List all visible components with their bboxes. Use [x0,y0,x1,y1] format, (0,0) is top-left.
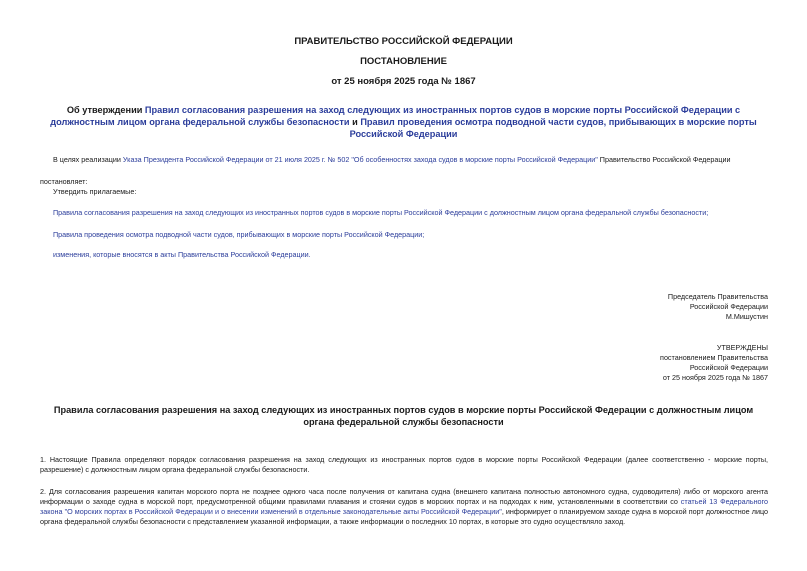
approved-item-rules-inspection[interactable]: Правила проведения осмотра подводной части судов, прибывающих в морские порты Российской Федерации; [53,230,425,239]
document-type: ПОСТАНОВЛЕНИЕ [360,56,447,67]
paragraph-2 [40,487,768,527]
preamble-prefix: В целях реализации [53,155,123,164]
issuing-authority: ПРАВИТЕЛЬСТВО РОССИЙСКОЙ ФЕДЕРАЦИИ [294,36,513,47]
preamble [53,155,773,165]
approval-stamp [660,343,768,383]
signature-country: Российской Федерации [689,302,768,311]
signature-name: М.Мишустин [725,312,768,321]
preamble-suffix: Правительство Российской Федерации [597,155,731,164]
document-date-number: от 25 ноября 2025 года № 1867 [331,76,476,87]
paragraph-1: 1. Настоящие Правила определяют порядок согласования разрешения на заход следующих из иностранных портов судов в морские порты Российской Федерации (далее соответственно - морские порты, разрешение) с должностным лицом органа федеральной службы безопасности. [40,455,768,474]
approved-item-amendments[interactable]: изменения, которые вносятся в акты Правительства Российской Федерации. [53,250,311,259]
paragraph-2-part1: 2. Для согласования разрешения капитан морского порта не позднее одного часа после получения от капитана судна (внешнего капитана полностью автономного судна, судоводителя) либо от морского агента информации о заходе судна в морской порт, предусмотренной общими правилами плавания и стоянки судов в морских портах и на подходах к ним, установленными в соответствии со [40,487,768,506]
approval-stamp-heading: УТВЕРЖДЕНЫ [716,343,768,352]
signature-block [668,292,768,322]
approve-statement: Утвердить прилагаемые: [53,187,137,196]
approved-item-rules-approval[interactable]: Правила согласования разрешения на заход следующих из иностранных портов судов в морские порты Российской Федерации с должностным лицом органа федеральной службы безопасности; [53,208,709,217]
preamble-continuation: постановляет: [40,177,88,186]
preamble-decree-link[interactable]: Указа Президента Российской Федерации от 21 июля 2025 г. № 502 "Об особенностях захода судов в морские порты Российской Федерации" [122,155,598,164]
approval-stamp-line2: постановлением Правительства [660,353,768,362]
title-prefix: Об утверждении [66,105,145,115]
paragraph-2-law-link[interactable]: статьей 13 Федерального закона "О морских портах в Российской Федерации и о внесении изменений в отдельные законодательные акты Российской Федерации" [40,497,768,516]
title-link-rules-inspection[interactable]: Правил проведения осмотра подводной части судов, прибывающих в морские порты Российской Федерации [349,117,757,139]
document-title [40,104,767,140]
title-link-rules-approval[interactable]: Правил согласования разрешения на заход следующих из иностранных портов судов в морские порты Российской Федерации с должностным лицом органа федеральной службы безопасности [50,105,741,127]
approval-stamp-line3: Российской Федерации [689,363,768,372]
signature-position: Председатель Правительства [667,292,768,301]
paragraph-2-part2: , информирует о планируемом заходе судна в морской порт должностное лицо органа федеральной службы безопасности с представлением указанной информации, а также информации о последних 10 портах, в которые это судно осуществляло заход. [40,507,768,526]
approval-stamp-line4: от 25 ноября 2025 года № 1867 [662,373,768,382]
title-middle: и [349,117,361,127]
rules-title: Правила согласования разрешения на заход следующих из иностранных портов судов в морские порты Российской Федерации с должностным лицом органа федеральной службы безопасности [53,405,754,427]
